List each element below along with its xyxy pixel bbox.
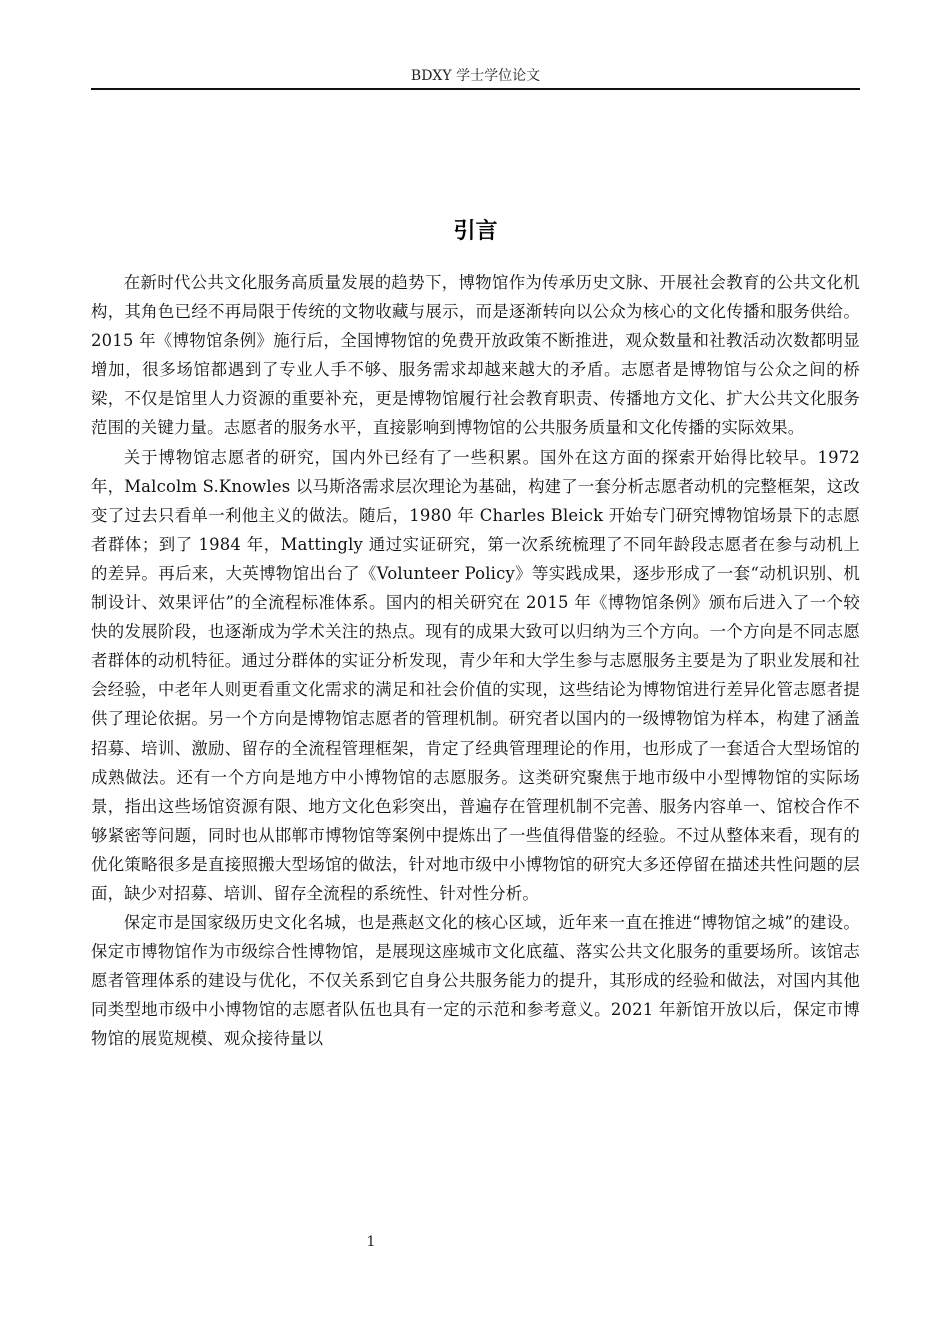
header-rule — [91, 88, 860, 90]
paragraph-1: 在新时代公共文化服务高质量发展的趋势下，博物馆作为传承历史文脉、开展社会教育的公共文化机构，其角色已经不再局限于传统的文物收藏与展示，而是逐渐转向以公众为核心的文化传播和服务供给。2015 年《博物馆条例》施行后，全国博物馆的免费开放政策不断推进，观众数量和社教活动次数都明显增加，很多场馆都遇到了专业人手不够、服务需求却越来越大的矛盾。志愿者是博物馆与公众之间的桥梁，不仅是馆里人力资源的重要补充，更是博物馆履行社会教育职责、传播地方文化、扩大公共文化服务范围的关键力量。志愿者的服务水平，直接影响到博物馆的公共服务质量和文化传播的实际效果。 — [91, 273, 860, 438]
running-header: BDXY 学士学位论文 — [410, 68, 541, 84]
paragraph-3: 保定市是国家级历史文化名城，也是燕赵文化的核心区域，近年来一直在推进“博物馆之城”的建设。保定市博物馆作为市级综合性博物馆，是展现这座城市文化底蕴、落实公共文化服务的重要场所。该馆志愿者管理体系的建设与优化，不仅关系到它自身公共服务能力的提升，其形成的经验和做法，对国内其他同类型地市级中小博物馆的志愿者队伍也具有一定的示范和参考意义。2021 年新馆开放以后，保定市博物馆的展览规模、观众接待量以 — [91, 913, 860, 1049]
paragraph-2: 关于博物馆志愿者的研究，国内外已经有了一些积累。国外在这方面的探索开始得比较早。1972 年，Malcolm S.Knowles 以马斯洛需求层次理论为基础，构建了一套分析志愿者动机的完整框架，这改变了过去只看单一利他主义的做法。随后，1980 年 Charles Bleick 开始专门研究博物馆场景下的志愿者群体；到了 1984 年，Mattingly 通过实证研究，第一次系统梳理了不同年龄段志愿者在参与动机上的差异。再后来，大英博物馆出台了《Volunteer Policy》等实践成果，逐步形成了一套“动机识别、机制设计、效果评估”的全流程标准体系。国内的相关研究在 2015 年《博物馆条例》颁布后进入了一个较快的发展阶段，也逐渐成为学术关注的热点。现有的成果大致可以归纳为三个方向。一个方向是不同志愿者群体的动机特征。通过分群体的实证分析发现，青少年和大学生参与志愿服务主要是为了职业发展和社会经验，中老年人则更看重文化需求的满足和社会价值的实现，这些结论为博物馆进行差异化管志愿者提供了理论依据。另一个方向是博物馆志愿者的管理机制。研究者以国内的一级博物馆为样本，构建了涵盖招募、培训、激励、留存的全流程管理框架，肯定了经典管理理论的作用，也形成了一套适合大型场馆的成熟做法。还有一个方向是地方中小博物馆的志愿服务。这类研究聚焦于地市级中小型博物馆的实际场景，指出这些场馆资源有限、地方文化色彩突出，普遍存在管理机制不完善、服务内容单一、馆校合作不够紧密等问题，同时也从邯郸市博物馆等案例中提炼出了一些值得借鉴的经验。不过从整体来看，现有的优化策略很多是直接照搬大型场馆的做法，针对地市级中小博物馆的研究大多还停留在描述共性问题的层面，缺少对招募、培训、留存全流程的系统性、针对性分析。 — [91, 447, 860, 903]
page-number: 1 — [366, 1234, 376, 1250]
section-title: 引言 — [453, 218, 498, 244]
body-text — [91, 268, 860, 1054]
